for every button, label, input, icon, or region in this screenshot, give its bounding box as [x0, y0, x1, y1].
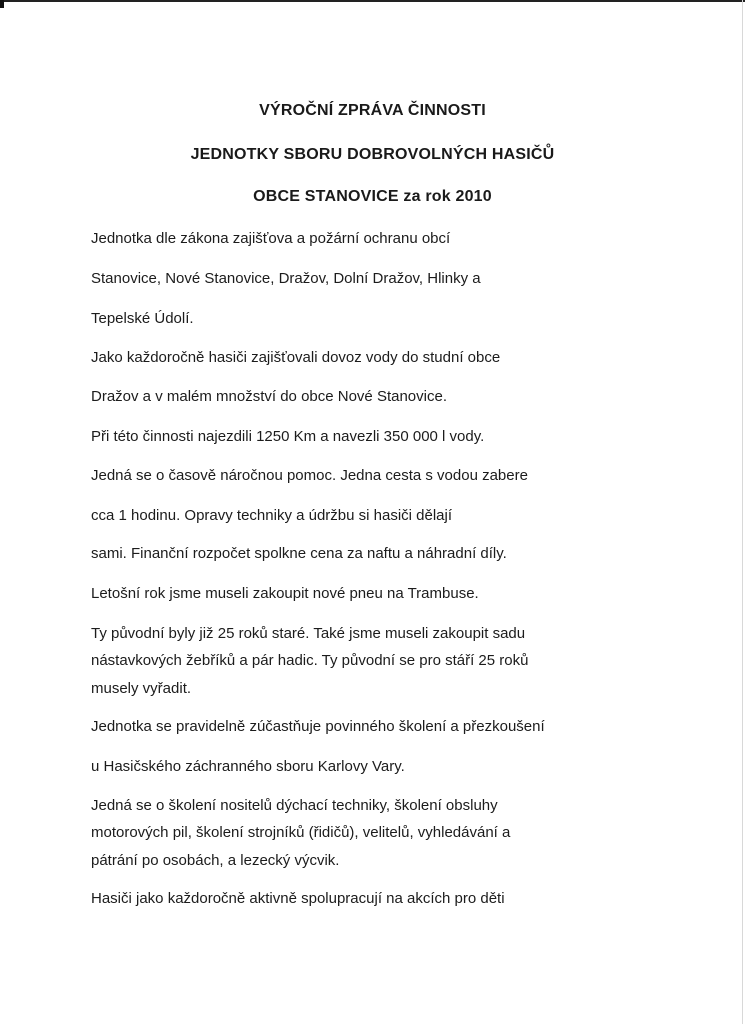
- body-line: Jako každoročně hasiči zajišťovali dovoz vody do studní obce: [91, 349, 501, 366]
- body-line: Dražov a v malém množství do obce Nové Stanovice.: [91, 388, 447, 405]
- body-line: Jednotka se pravidelně zúčastňuje povinného školení a přezkoušení: [91, 718, 545, 735]
- body-line: Ty původní byly již 25 roků staré. Také jsme museli zakoupit sadu: [91, 625, 526, 642]
- body-line: motorových pil, školení strojníků (řidičů), velitelů, vyhledávání a: [91, 824, 511, 841]
- body-line: u Hasičského záchranného sboru Karlovy Vary.: [91, 758, 405, 775]
- body-line: pátrání po osobách, a lezecký výcvik.: [91, 852, 340, 869]
- scan-top-border: [0, 0, 745, 2]
- body-line: Jednotka dle zákona zajišťova a požární ochranu obcí: [91, 230, 451, 247]
- body-line: sami. Finanční rozpočet spolkne cena za naftu a náhradní díly.: [91, 545, 507, 562]
- body-line: musely vyřadit.: [91, 680, 192, 697]
- body-line: Hasiči jako každoročně aktivně spolupracují na akcích pro děti: [91, 890, 505, 907]
- title-line-3: OBCE STANOVICE za rok 2010: [253, 188, 492, 205]
- title-line-1: VÝROČNÍ ZPRÁVA ČINNOSTI: [259, 102, 486, 119]
- body-line: cca 1 hodinu. Opravy techniky a údržbu si hasiči dělají: [91, 507, 453, 524]
- title-line-2: JEDNOTKY SBORU DOBROVOLNÝCH HASIČŮ: [190, 146, 555, 163]
- body-line: Jedná se o školení nositelů dýchací techniky, školení obsluhy: [91, 797, 498, 814]
- body-line: Letošní rok jsme museli zakoupit nové pneu na Trambuse.: [91, 585, 479, 602]
- body-line: nástavkových žebříků a pár hadic. Ty původní se pro stáří 25 roků: [91, 652, 529, 669]
- body-line: Jedná se o časově náročnou pomoc. Jedna cesta s vodou zabere: [91, 467, 528, 484]
- body-line: Tepelské Údolí.: [91, 310, 194, 327]
- body-line: Při této činnosti najezdili 1250 Km a navezli 350 000 l vody.: [91, 428, 485, 445]
- scan-corner-mark: [0, 0, 4, 8]
- body-line: Stanovice, Nové Stanovice, Dražov, Dolní Dražov, Hlinky a: [91, 270, 481, 287]
